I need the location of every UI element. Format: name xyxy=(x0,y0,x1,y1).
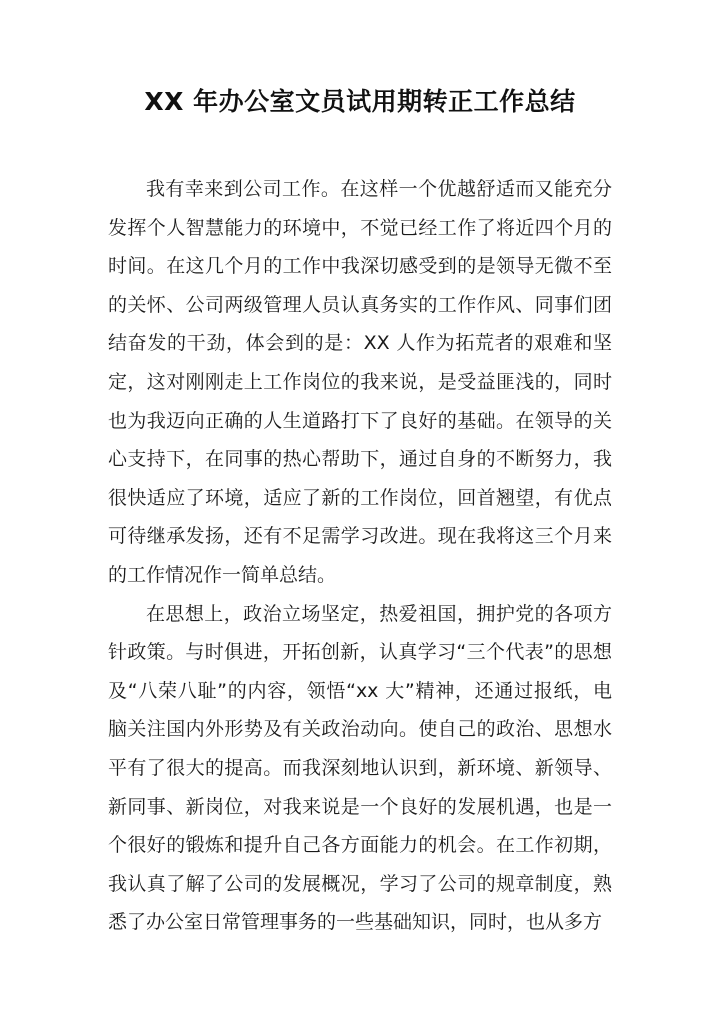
document-title: XX 年办公室文员试用期转正工作总结 xyxy=(144,87,576,116)
document-body xyxy=(108,170,612,942)
paragraph-thought: 在思想上，政治立场坚定，热爱祖国，拥护党的各项方针政策。与时俱进，开拓创新，认真学习“三个代表”的思想及“八荣八耻”的内容，领悟“xx 大”精神，还通过报纸，电脑关注国内外形势及有关政治动向。使自己的政治、思想水平有了很大的提高。而我深刻地认识到，新环境、新领导、新同事、新岗位，对我来说是一个良好的发展机遇，也是一个很好的锻炼和提升自己各方面能力的机会。在工作初期，我认真了解了公司的发展概况，学习了公司的规章制度，熟悉了办公室日常管理事务的一些基础知识，同时，也从多方 xyxy=(108,602,612,934)
paragraph-intro: 我有幸来到公司工作。在这样一个优越舒适而又能充分发挥个人智慧能力的环境中，不觉已经工作了将近四个月的时间。在这几个月的工作中我深切感受到的是领导无微不至的关怀、公司两级管理人员认真务实的工作作风、同事们团结奋发的干劲，体会到的是：XX 人作为拓荒者的艰难和坚定，这对刚刚走上工作岗位的我来说，是受益匪浅的，同时也为我迈向正确的人生道路打下了良好的基础。在领导的关心支持下，在同事的热心帮助下，通过自身的不断努力，我很快适应了环境，适应了新的工作岗位，回首翘望，有优点可待继承发扬，还有不足需学习改进。现在我将这三个月来的工作情况作一简单总结。 xyxy=(108,178,612,586)
